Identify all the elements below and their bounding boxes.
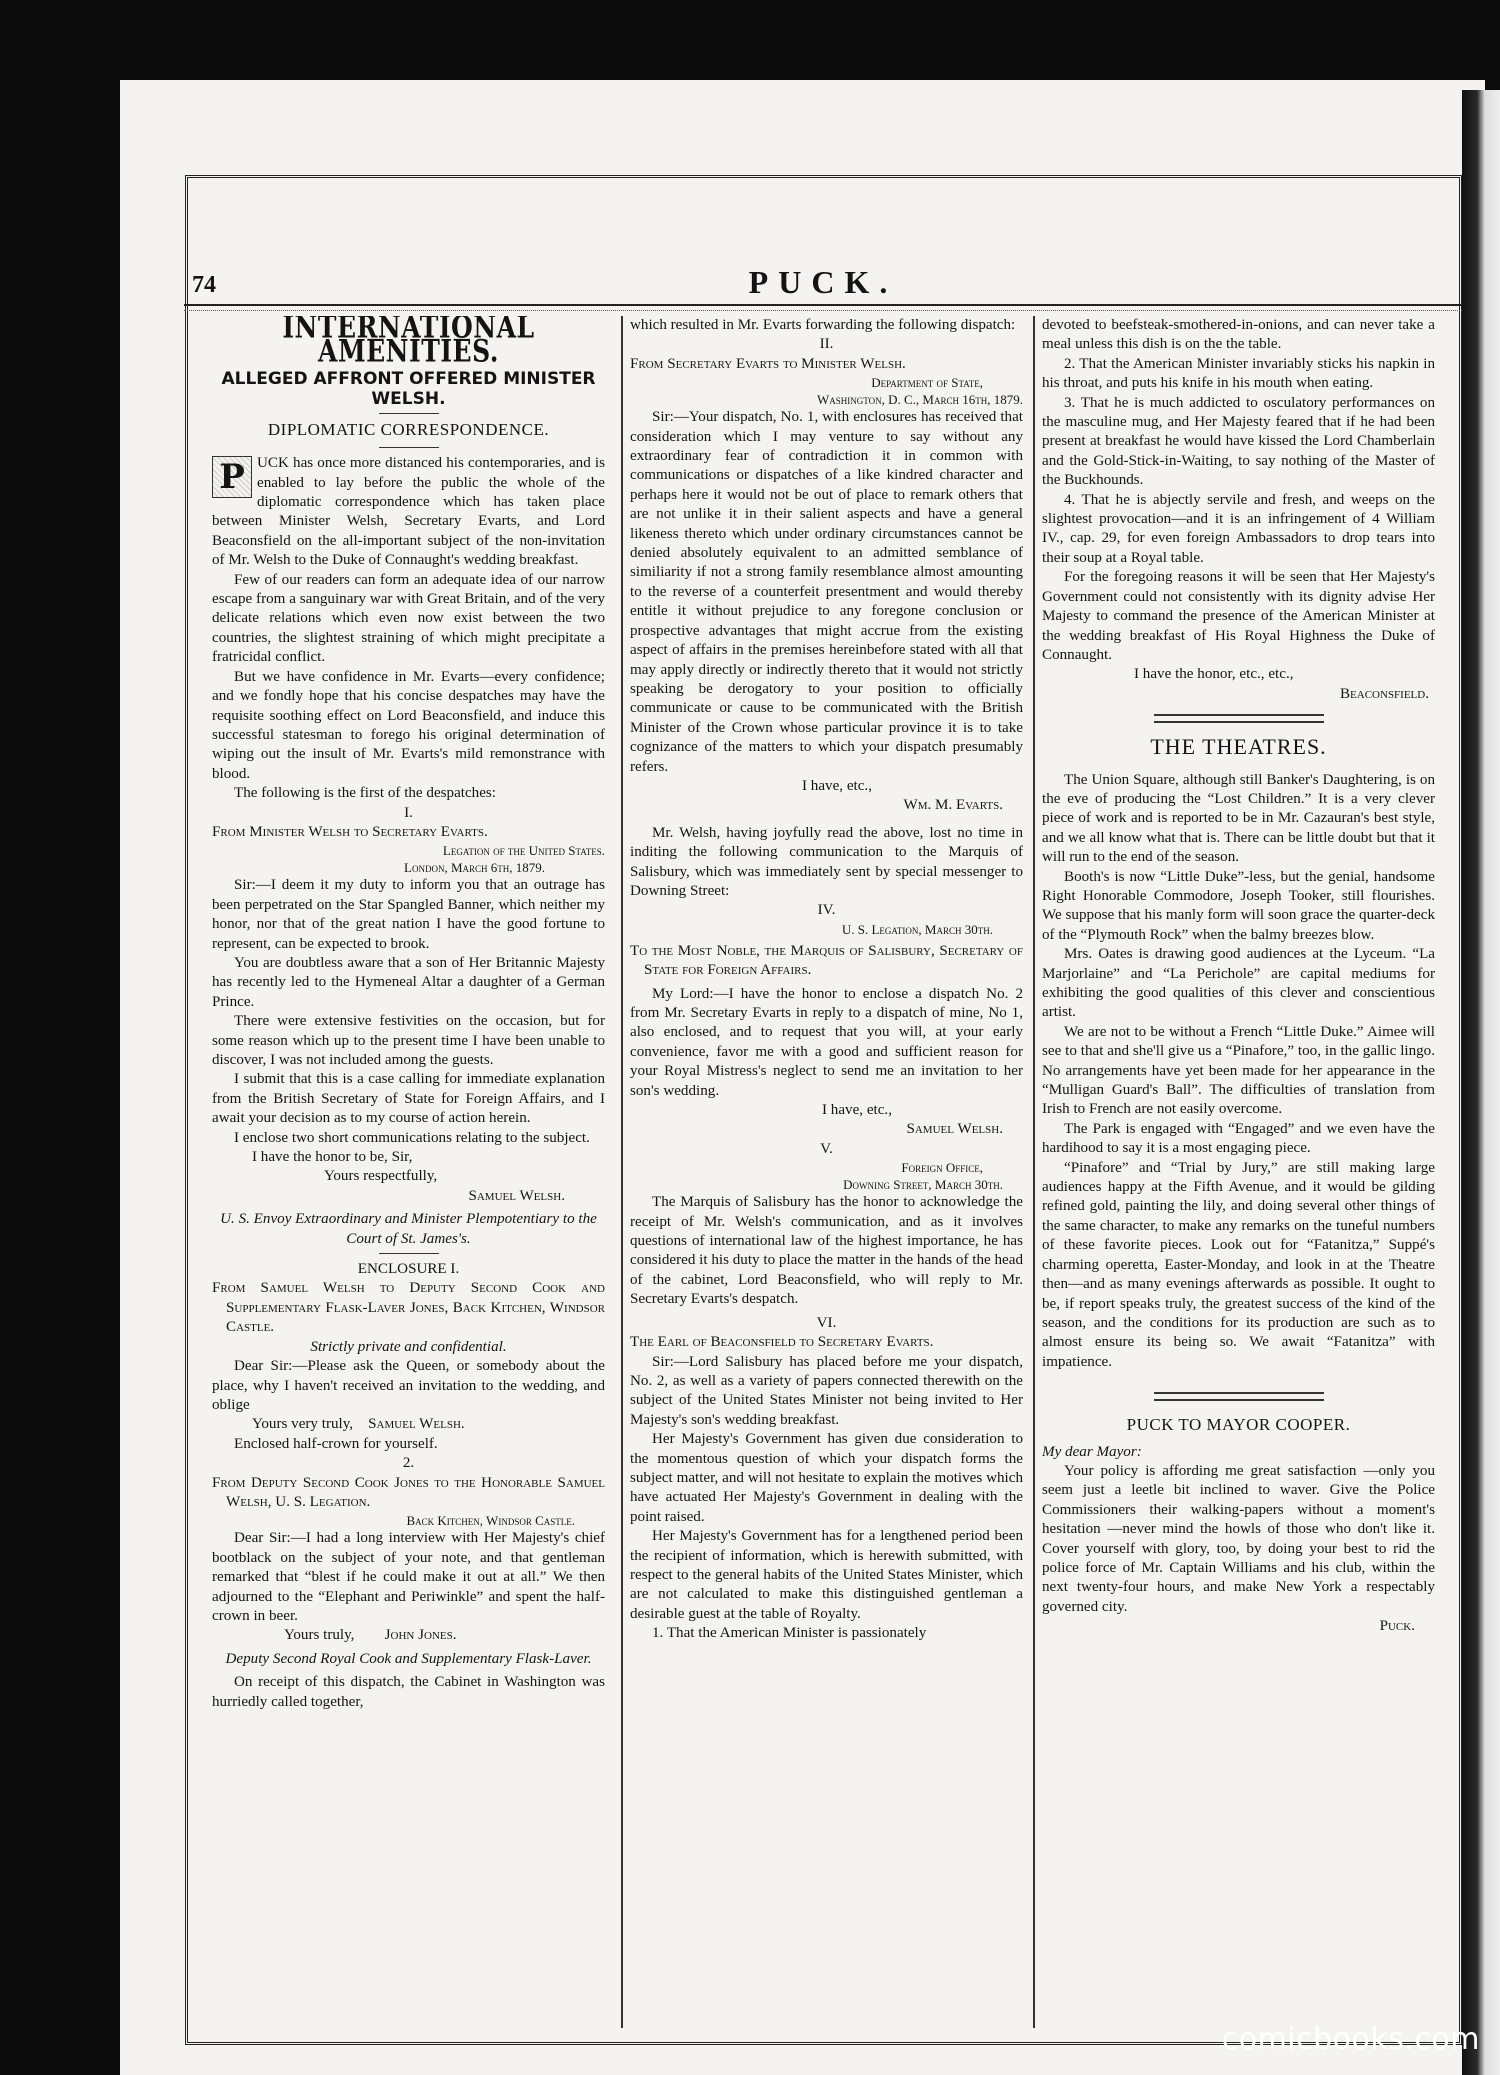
paragraph: Sir:—Your dispatch, No. 1, with enclosures has received that consideration which I may venture to say without any extraordinary fear of contradiction it in common with communications or dispatches of a like kindred character and perhaps here it would not be out of place to remark others that are not unlike it in their salient aspects and have a general likeness thereto which under ordinary circumstances cannot be denied absolutely equivalent to an admitted semblance of similiarity if not a strong family resemblance almost amounting to the reverse of a counterfeit presentment and would thereby entitle it without prejudice to any foregone conclusion or prospective advantages that might accrue from the existing aspect of affairs in the premises hereinbefore stated with all that may apply directly or indirectly thereto that it would not strictly speaking be derogatory to your position to officially communicate or cause to be communicated with the British Minister of the Crown whose particular province it is to take cognizance of the matters to which your dispatch presumably refers. [630, 409, 1023, 775]
paragraph: 3. That he is much addicted to osculatory performances on the masculine mug, and Her Majesty feared that if he had been present at breakfast he would have kissed the Lord Chamberlain and the Gold-Stick-in-Waiting, to say nothing of the Master of the Buckhounds. [1042, 394, 1435, 489]
paragraph: 1. That the American Minister is passionately [652, 1625, 927, 1642]
paragraph: Enclosed half-crown for yourself. [234, 1435, 438, 1452]
dispatch-number: IV. [817, 902, 836, 919]
dispatch-number: VI. [816, 1314, 837, 1331]
paragraph: Booth's is now “Little Duke”-less, but the genial, handsome Right Honorable Commodore, Joseph Tooker, still flourishes. We suppose that his manly form will soon grace the quarter-deck of the “Plymouth Rock” when the balmy breezes blow. [1042, 868, 1435, 943]
signature: Samuel Welsh. [468, 1187, 565, 1204]
paragraph: Her Majesty's Government has given due consideration to the momentous question of which your dispatch forms the subject matter, and will not hesitate to explain the motives which have actuated Her Majesty's Government in dealing with the point raised. [630, 1431, 1023, 1525]
paragraph: I enclose two short communications relating to the subject. [234, 1129, 590, 1146]
dateline: Washington, D. C., March 16th, 1879. [817, 392, 1023, 408]
column-1 [212, 316, 605, 2028]
dateline: Back Kitchen, Windsor Castle. [406, 1513, 575, 1529]
signature-title: U. S. Envoy Extraordinary and Minister Plempotentiary to the Court of St. James's. [220, 1211, 597, 1247]
dispatch-number: II. [819, 336, 834, 353]
page-header [184, 264, 1462, 306]
dateline: Downing Street, March 30th. [843, 1177, 1003, 1193]
dispatch-heading: From Secretary Evarts to Minister Welsh. [630, 355, 906, 372]
drop-cap: P [212, 456, 252, 498]
column-rule [1033, 316, 1035, 2028]
closing: Yours very truly, Samuel Welsh. [252, 1416, 465, 1433]
paragraph: My Lord:—I have the honor to enclose a dispatch No. 2 from Mr. Secretary Evarts in reply to a dispatch of mine, No 1, also enclosed, and to request that you will, at your early convenience, favor me with a good and sufficient reason for your Royal Mistress's neglect to send me an invitation to her son's wedding. [630, 985, 1023, 1099]
closing: Yours respectfully, [324, 1168, 438, 1185]
article-subtitle: ALLEGED AFFRONT OFFERED MINISTER WELSH. [221, 368, 596, 409]
paragraph: The following is the first of the despatches: [234, 785, 496, 802]
dispatch-number: I. [404, 804, 413, 821]
article-title: INTERNATIONAL AMENITIES. [282, 316, 535, 370]
dispatch-heading: To the Most Noble, the Marquis of Salisbury, Secretary of State for Foreign Affairs. [630, 942, 1023, 979]
dateline: Foreign Office, [901, 1160, 983, 1176]
closing: I have the honor, etc., etc., [1134, 666, 1294, 683]
letter-heading: PUCK TO MAYOR COOPER. [1126, 1415, 1351, 1435]
paragraph: Dear Sir:—Please ask the Queen, or somebody about the place, why I haven't received an invitation to the wedding, and oblige [212, 1358, 605, 1413]
page-number: 74 [192, 272, 216, 298]
watermark: comicbooks.com [1221, 2022, 1480, 2057]
dispatch-number: V. [820, 1140, 833, 1157]
paragraph: 2. That the American Minister invariably sticks his napkin in his throat, and puts his knife in his mouth when eating. [1042, 355, 1435, 392]
paragraph: Dear Sir:—I had a long interview with Her Majesty's chief bootblack on the subject of your note, and that gentleman remarked that “blest if he could make it out at all.” We then adjourned to the “Elephant and Periwinkle” and spent the half-crown in beer. [212, 1530, 605, 1624]
paragraph: Mrs. Oates is drawing good audiences at the Lyceum. “La Marjorlaine” and “La Perichole” are capital mediums for exhibiting the good qualities of this clever and conscientious artist. [1042, 946, 1435, 1021]
dispatch-heading: From Samuel Welsh to Deputy Second Cook and Supplementary Flask-Laver Jones, Back Kitchen, Windsor Castle. [212, 1280, 605, 1336]
column-3 [1042, 316, 1435, 2028]
paragraph: We are not to be without a French “Little Duke.” Aimee will see to that and she'll give us a “Pinafore,” too, in the gallic lingo. No arrangements have yet been made for her appearance in the “Mulligan Guard's Ball”. The difficulties of translation from Irish to French are not easily overcome. [1042, 1023, 1435, 1118]
magazine-page [120, 80, 1485, 2075]
signature: Samuel Welsh. [368, 1416, 465, 1433]
paragraph: devoted to beefsteak-smothered-in-onions, and can never take a meal unless this dish is on the the table. [1042, 317, 1435, 353]
paragraph: The Marquis of Salisbury has the honor to acknowledge the receipt of Mr. Welsh's communication, and as it involves questions of international law of the highest importance, he has considered it his duty to place the matter in the hands of the head of the cabinet, Lord Beaconsfield, who will reply to Mr. Secretary Evarts's despatch. [630, 1194, 1023, 1308]
paragraph: For the foregoing reasons it will be seen that Her Majesty's Government could not consistently with its dignity advise Her Majesty to command the presence of the American Minister at the wedding breakfast of His Royal Highness the Duke of Connaught. [1042, 569, 1435, 663]
paragraph: Her Majesty's Government has for a lengthened period been the recipient of information, which is herewith submitted, with respect to the general habits of the United States Minister, which are not calculated to make this distinguished gentleman a desirable guest at the table of Royalty. [630, 1528, 1023, 1622]
paragraph: “Pinafore” and “Trial by Jury,” are still making large audiences happy at the Fifth Avenue, and it would be gilding refined gold, painting the lily, and doing several other things of the same character, to make any remarks on the tuneful numbers of these favorite pieces. Look out for “Fatanitza,” Suppé's charming operetta, Easter-Monday, and look in at the Theatre then—and as many evenings afterwards as possible. It ought to be, if report speaks truly, the greatest success of the kind of the season, and the conditions for its production are such as to almost ensure its being so. We await “Fatanitza” with impatience. [1042, 1159, 1435, 1370]
paragraph: The Union Square, although still Banker's Daughtering, is on the eve of producing the “Lost Children.” It is a very clever piece of work and is reported to be in Mr. Cazauran's best style, and we all know what that is. There can be little doubt but that it will run to the end of the season. [1042, 771, 1435, 866]
signature: Beaconsfield. [1339, 685, 1429, 702]
paragraph: You are doubtless aware that a son of Her Britannic Majesty has recently led to the Hymeneal Altar a daughter of a German Prince. [212, 954, 605, 1010]
dateline: U. S. Legation, March 30th. [841, 921, 993, 937]
salutation: My dear Mayor: [1042, 1443, 1142, 1460]
closing: I have, etc., [822, 1102, 892, 1119]
theatres-heading: THE THEATRES. [1150, 734, 1327, 760]
signature: Samuel Welsh. [906, 1121, 1003, 1138]
paragraph: On receipt of this dispatch, the Cabinet in Washington was hurriedly called together, [212, 1674, 605, 1710]
enclosure-heading: ENCLOSURE I. [357, 1261, 460, 1278]
dateline: Legation of the United States. [442, 843, 605, 859]
paragraph: There were extensive festivities on the occasion, but for some reason which up to the present time I have been unable to discover, I was not included among the guests. [212, 1013, 605, 1068]
closing: I have the honor to be, Sir, [252, 1149, 413, 1166]
dispatch-heading: The Earl of Beaconsfield to Secretary Evarts. [630, 1334, 934, 1351]
section-divider [1154, 1392, 1324, 1401]
paragraph: Few of our readers can form an adequate idea of our narrow escape from a sanguinary war with Great Britain, and of the very delicate relations which even now exist between the two countries, the slightest straining of which might precipitate a fratricidal conflict. [212, 571, 605, 666]
dateline: Department of State, [871, 375, 983, 391]
paragraph: I submit that this is a case calling for immediate explanation from the British Secretary of State for Foreign Affairs, and I await your decision as to my course of action herein. [212, 1071, 605, 1127]
header-rule [184, 307, 1462, 311]
masthead: PUCK. [748, 264, 898, 300]
section-heading: DIPLOMATIC CORRESPONDENCE. [267, 419, 550, 439]
signature: Wm. M. Evarts. [903, 797, 1003, 814]
closing: I have, etc., [802, 777, 872, 794]
adjacent-page-edge [1462, 90, 1500, 2075]
intro-paragraph: UCK has once more distanced his contemporaries, and is enabled to lay before the public the whole of the diplomatic correspondence which has taken place between Minister Welsh, Secretary Evarts, and Lord Beaconsfield on the all-important subject of the non-invitation of Mr. Welsh to the Duke of Connaught's wedding breakfast. [212, 455, 605, 569]
paragraph: Sir:—I deem it my duty to inform you that an outrage has been perpetrated on the Star Spangled Banner, which neither my honor, nor that of the great nation I have the good fortune to represent, can be expected to brook. [212, 877, 605, 952]
enclosure-number: 2. [402, 1455, 415, 1472]
dispatch-heading: From Minister Welsh to Secretary Evarts. [212, 823, 488, 840]
dispatch-heading: From Deputy Second Cook Jones to the Honorable Samuel Welsh, U. S. Legation. [212, 1474, 605, 1510]
paragraph: The Park is engaged with “Engaged” and we even have the hardihood to say it is a most engaging piece. [1042, 1120, 1435, 1157]
paragraph: which resulted in Mr. Evarts forwarding the following dispatch: [630, 317, 1016, 333]
column-2 [630, 316, 1023, 2028]
paragraph: Sir:—Lord Salisbury has placed before me your dispatch, No. 2, as well as a variety of papers connected therewith on the subject of the United States Minister not being invited to Her Majesty's son's wedding breakfast. [630, 1353, 1023, 1428]
column-rule [621, 316, 623, 2028]
signature: John Jones. [384, 1627, 457, 1644]
paragraph: But we have confidence in Mr. Evarts—every confidence; and we fondly hope that his concise despatches may have the requisite soothing effect on Lord Beaconsfield, and induce this successful statesman to forego his original determination of wiping out the insult of Mr. Evarts's mild remonstrance with blood. [212, 668, 605, 782]
signature: Puck. [1379, 1618, 1415, 1635]
paragraph: Mr. Welsh, having joyfully read the above, lost no time in inditing the following communication to the Marquis of Salisbury, which was immediately sent by special messenger to Downing Street: [630, 824, 1023, 899]
section-divider [1154, 714, 1324, 723]
paragraph: 4. That he is abjectly servile and fresh, and weeps on the slightest provocation—and it is an infringement of 4 William IV., cap. 29, for even foreign Ambassadors to drop tears into their soup at a Royal table. [1042, 491, 1435, 566]
paragraph: Your policy is affording me great satisfaction —only you seem just a leetle bit inclined to waver. Give the Police Commissioners their walking-papers without a moment's hesitation —never mind the howls of those who don't like it. Cover yourself with glory, too, by doing your best to rid the police force of Mr. Captain Williams and his club, within the next twenty-four hours, and make New York a respectably governed city. [1042, 1462, 1435, 1615]
closing: Yours truly, John Jones. [284, 1627, 457, 1644]
note: Strictly private and confidential. [310, 1338, 507, 1355]
dateline: London, March 6th, 1879. [404, 860, 545, 876]
signature-title: Deputy Second Royal Cook and Supplementary Flask-Laver. [225, 1650, 592, 1667]
